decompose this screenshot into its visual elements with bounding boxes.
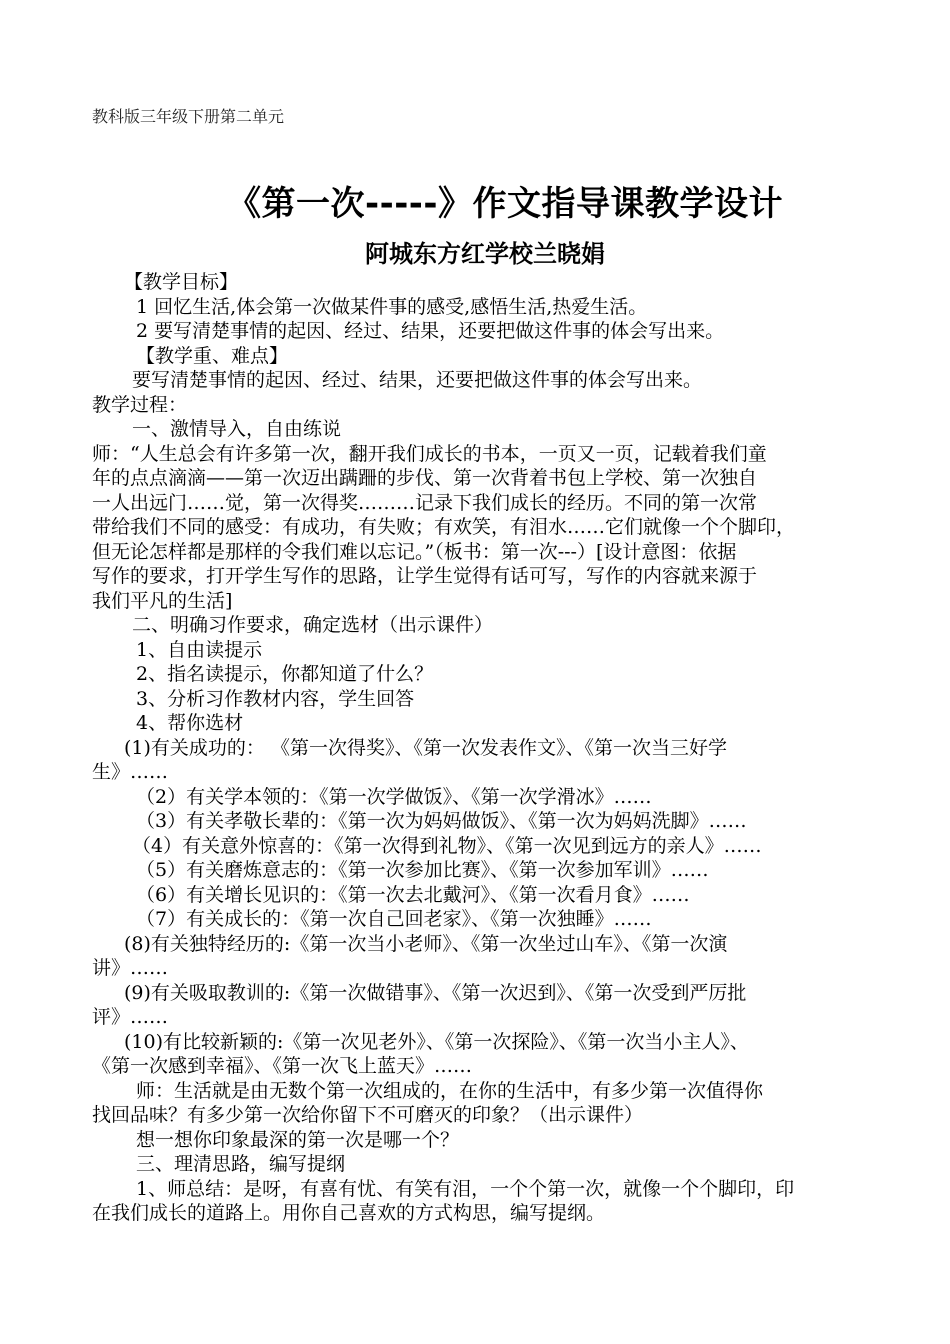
text-line: 一、激情导入，自由练说 [132,418,342,440]
document-body [92,270,866,1226]
text-line: 生》…… [92,761,169,783]
text-line: (8)有关独特经历的:《第一次当小老师》、《第一次坐过山车》、《第一次演 [124,932,728,955]
text-line: （2）有关学本领的：《第一次学做饭》、《第一次学滑冰》…… [136,785,652,808]
text-line: (9)有关吸取教训的:《第一次做错事》、《第一次迟到》、《第一次受到严厉批 [124,981,747,1004]
text-line: 2、指名读提示，你都知道了什么？ [136,663,434,685]
text-line: (10)有比较新颖的:《第一次见老外》、《第一次探险》、《第一次当小主人》、 [124,1030,749,1053]
text-line: 评》…… [92,1006,169,1028]
text-line: 2 要写清楚事情的起因、经过、结果，还要把做这件事的体会写出来。 [136,320,725,342]
text-line: 带给我们不同的感受：有成功，有失败；有欢笑，有泪水……它们就像一个个脚印， [92,516,796,538]
text-line: 一人出远门……觉，第一次得奖………记录下我们成长的经历。不同的第一次常 [92,491,758,514]
text-line: 三、理清思路，编写提纲 [136,1153,346,1175]
text-line: 教学过程： [92,393,188,416]
text-line: 想一想你印象最深的第一次是哪一个？ [136,1128,460,1151]
text-line: 【教学重、难点】 [136,344,289,367]
text-line: 在我们成长的道路上。用你自己喜欢的方式构思，编写提纲。 [92,1202,606,1224]
document-title: 《第一次-----》作文指导课教学设计 [226,184,784,224]
text-line: 1 回忆生活,体会第一次做某件事的感受,感悟生活,热爱生活。 [136,295,648,318]
text-line: 3、分析习作教材内容，学生回答 [136,687,415,710]
author-line: 阿城东方红学校兰晓娟 [365,240,605,268]
text-line: 1、自由读提示 [136,638,263,661]
text-line: 我们平凡的生活] [92,589,233,612]
text-line: 【教学目标】 [124,271,239,293]
page-header: 教科版三年级下册第二单元 [92,107,285,126]
text-line: 讲》…… [92,957,169,979]
text-line: 但无论怎样都是那样的令我们难以忘记。”（板书：第一次---）[设计意图：依据 [92,540,737,563]
text-line: （3）有关孝敬长辈的：《第一次为妈妈做饭》、《第一次为妈妈洗脚》…… [136,810,747,832]
text-line: （6）有关增长见识的：《第一次去北戴河》、《第一次看月食》…… [136,883,690,906]
text-line: （5）有关磨炼意志的：《第一次参加比赛》、《第一次参加军训》…… [136,859,709,881]
text-line: 年的点点滴滴——第一次迈出蹒跚的步伐、第一次背着书包上学校、第一次独自 [92,467,758,489]
text-line: 二、明确习作要求，确定选材（出示课件） [132,614,494,636]
text-line: （7）有关成长的：《第一次自己回老家》、《第一次独睡》…… [136,908,652,930]
text-line: 师：生活就是由无数个第一次组成的，在你的生活中，有多少第一次值得你 [136,1079,764,1102]
text-line: 4、帮你选材 [136,712,244,734]
text-line: （4）有关意外惊喜的：《第一次得到礼物》、《第一次见到远方的亲人》…… [132,834,762,857]
text-line: 要写清楚事情的起因、经过、结果，还要把做这件事的体会写出来。 [132,369,703,391]
text-line: 1、师总结：是呀，有喜有忧、有笑有泪，一个个第一次，就像一个个脚印，印 [136,1177,795,1200]
text-line: 写作的要求，打开学生写作的思路，让学生觉得有话可写，写作的内容就来源于 [92,565,758,587]
text-line: (1)有关成功的： 《第一次得奖》、《第一次发表作文》、《第一次当三好学 [124,736,727,759]
text-line: 《第一次感到幸福》、《第一次飞上蓝天》…… [92,1055,473,1077]
text-line: 师：“人生总会有许多第一次，翻开我们成长的书本，一页又一页，记载着我们童 [92,442,767,465]
text-line: 找回品味？有多少第一次给你留下不可磨灭的印象？（出示课件） [92,1104,644,1126]
